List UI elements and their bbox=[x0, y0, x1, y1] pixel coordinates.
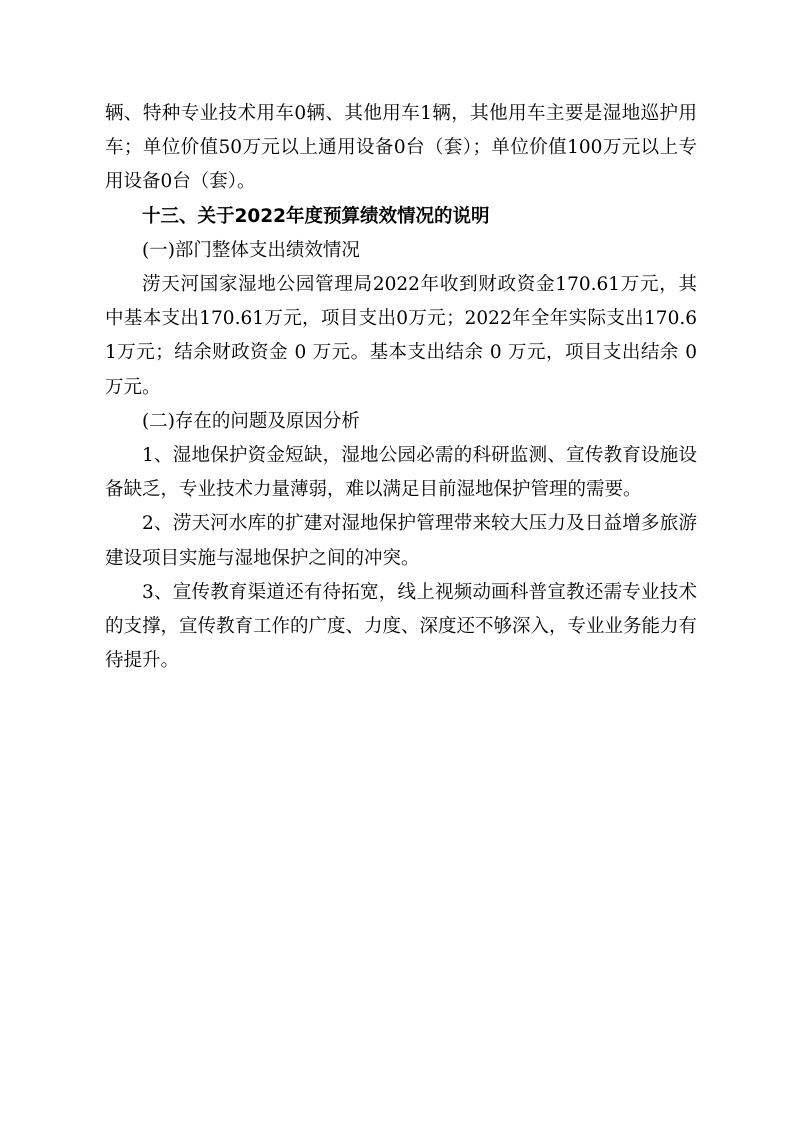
continuation-paragraph: 辆、特种专业技术用车0辆、其他用车1辆，其他用车主要是湿地巡护用车；单位价值50万元以上通用设备0台（套）；单位价值100万元以上专用设备0台（套）。 bbox=[105, 103, 697, 193]
subsection-2-title: (二)存在的问题及原因分析 bbox=[142, 410, 360, 432]
problem-item-2: 2、涝天河水库的扩建对湿地保护管理带来较大压力及日益增多旅游建设项目实施与湿地保护之间的冲突。 bbox=[105, 513, 697, 569]
section-heading: 十三、关于2022年度预算绩效情况的说明 bbox=[142, 205, 490, 227]
subsection-1-body: 涝天河国家湿地公园管理局2022年收到财政资金170.61万元，其中基本支出170.61万元，项目支出0万元；2022年全年实际支出170.61万元；结余财政资金 0 万元。基本支出结余 0 万元，项目支出结余 0 万元。 bbox=[105, 274, 697, 398]
problem-item-3: 3、宣传教育渠道还有待拓宽，线上视频动画科普宣教还需专业技术的支撑，宣传教育工作的广度、力度、深度还不够深入，专业业务能力有待提升。 bbox=[105, 581, 698, 672]
subsection-1-title: (一)部门整体支出绩效情况 bbox=[142, 239, 360, 261]
document-body bbox=[105, 97, 697, 678]
problem-item-1: 1、湿地保护资金短缺，湿地公园必需的科研监测、宣传教育设施设备缺乏，专业技术力量薄弱，难以满足目前湿地保护管理的需要。 bbox=[105, 445, 697, 501]
